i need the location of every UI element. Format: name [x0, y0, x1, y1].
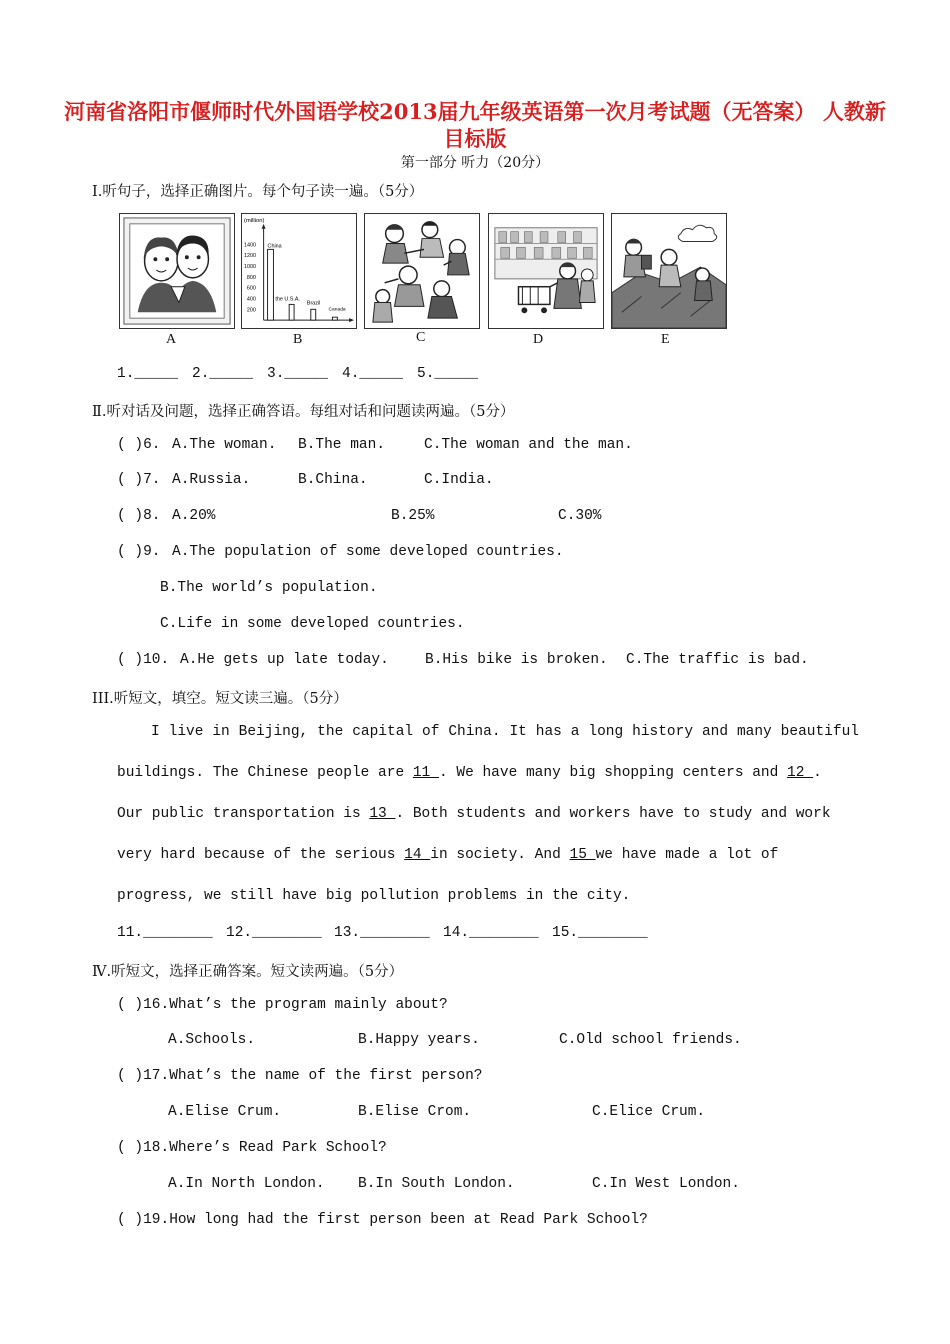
chart-tick-200: 200: [246, 307, 256, 314]
picture-e-label: E: [661, 332, 670, 347]
section1-heading: Ⅰ.听句子，选择正确图片。每个句子读一遍。（5分）: [92, 184, 424, 200]
question-8-number: ( )8.: [117, 508, 161, 524]
question-7-number: ( )7.: [117, 472, 161, 488]
chart-bar-canada: [332, 317, 337, 320]
chart-tick-600: 600: [246, 285, 256, 292]
question-17-option-a: A.Elise Crum.: [168, 1104, 282, 1120]
passage-line-4: [117, 847, 778, 863]
section4-heading: Ⅳ.听短文，选择正确答案。短文读两遍。（5分）: [92, 964, 404, 980]
answer-blank-5: 5._____: [417, 366, 478, 382]
picture-d: [488, 213, 604, 329]
supermarket-shopping-cartoon-icon: [489, 214, 603, 328]
chart-label-china: China: [267, 243, 282, 250]
question-18: [117, 1140, 387, 1156]
question-9-option-b: B.The world’s population.: [160, 580, 378, 596]
question-18-option-c: C.In West London.: [592, 1176, 740, 1192]
question-19: [117, 1212, 648, 1228]
passage-text: . Both students and workers have to study and work: [395, 806, 831, 822]
passage-line-2: [117, 765, 822, 781]
question-text: What’s the program mainly about?: [169, 997, 448, 1013]
answer-blank-13: 13.________: [334, 925, 430, 941]
question-text: What’s the name of the first person?: [169, 1068, 483, 1084]
question-16-option-c: C.Old school friends.: [559, 1032, 742, 1048]
question-text: Where’s Read Park School?: [169, 1140, 387, 1156]
chart-label-brazil: Brazil: [306, 300, 321, 307]
couple-cartoon-icon: [120, 214, 234, 328]
question-17-option-c: C.Elice Crum.: [592, 1104, 706, 1120]
chart-tick-1200: 1200: [243, 253, 256, 260]
chart-bar-brazil: [311, 309, 316, 320]
answer-blank-4: 4._____: [342, 366, 403, 382]
chart-label-usa: the U.S.A.: [275, 296, 300, 303]
question-10-option-b: B.His bike is broken.: [425, 652, 608, 668]
passage-line-3: [117, 806, 831, 822]
passage-line-1: [117, 724, 859, 740]
section2-heading: Ⅱ.听对话及问题，选择正确答语。每组对话和问题读两遍。（5分）: [92, 404, 515, 420]
chart-label-canada: Canada: [328, 307, 346, 313]
question-9-number: ( )9.: [117, 544, 161, 560]
picture-a: [119, 213, 235, 329]
question-number: ( )17.: [117, 1068, 170, 1084]
question-6-option-c: C.The woman and the man.: [424, 437, 633, 453]
picture-c-label: C: [416, 330, 426, 345]
question-6-option-b: B.The man.: [298, 437, 386, 453]
blank-11: 11: [412, 765, 439, 781]
picture-b-label: B: [293, 332, 303, 347]
picture-e: [611, 213, 727, 329]
chart-unit-label: (million): [243, 217, 265, 224]
question-number: ( )19.: [117, 1212, 170, 1228]
passage-text: in society. And: [430, 847, 570, 863]
question-text: How long had the first person been at Read Park School?: [169, 1212, 648, 1228]
answer-blank-3: 3._____: [267, 366, 328, 382]
answer-blank-15: 15.________: [552, 925, 648, 941]
passage-text: .: [813, 765, 822, 781]
answer-blank-14: 14.________: [443, 925, 539, 941]
page-title: 河南省洛阳市偃师时代外国语学校2013届九年级英语第一次月考试题（无答案） 人教新目标版: [64, 99, 886, 151]
question-6-number: ( )6.: [117, 437, 161, 453]
picture-c: [364, 213, 480, 329]
chart-tick-400: 400: [246, 296, 256, 303]
passage-line-5: [117, 888, 630, 904]
chart-tick-1000: 1000: [243, 264, 256, 271]
question-7-option-c: C.India.: [424, 472, 494, 488]
passage-text: buildings. The Chinese people are: [117, 765, 413, 781]
passage-text: I live in Beijing, the capital of China. It has a long history and many beautiful: [151, 724, 859, 740]
passage-text: . We have many big shopping centers and: [438, 765, 788, 781]
question-7-option-b: B.China.: [298, 472, 368, 488]
question-9-option-c: C.Life in some developed countries.: [160, 616, 465, 632]
chart-bar-china: [268, 249, 274, 320]
question-number: ( )16.: [117, 997, 170, 1013]
question-number: ( )18.: [117, 1140, 170, 1156]
answer-blank-1: 1._____: [117, 366, 178, 382]
answer-blank-2: 2._____: [192, 366, 253, 382]
children-playing-cartoon-icon: [365, 214, 479, 328]
question-10-number: ( )10.: [117, 652, 170, 668]
question-6-option-a: A.The woman.: [172, 437, 277, 453]
passage-text: progress, we still have big pollution problems in the city.: [117, 888, 631, 904]
answer-blank-11: 11.________: [117, 925, 213, 941]
question-8-option-c: C.30%: [558, 508, 602, 524]
section3-heading: III.听短文，填空。短文读三遍。（5分）: [92, 691, 348, 707]
question-18-option-a: A.In North London.: [168, 1176, 325, 1192]
question-7-option-a: A.Russia.: [172, 472, 251, 488]
passage-text: very hard because of the serious: [117, 847, 405, 863]
question-16-option-a: A.Schools.: [168, 1032, 256, 1048]
question-18-option-b: B.In South London.: [358, 1176, 515, 1192]
blank-13: 13: [369, 806, 396, 822]
blank-12: 12: [787, 765, 814, 781]
passage-text: Our public transportation is: [117, 806, 370, 822]
question-9-option-a: A.The population of some developed countries.: [172, 544, 564, 560]
question-10-option-a: A.He gets up late today.: [180, 652, 389, 668]
blank-15: 15: [569, 847, 596, 863]
chart-bar-usa: [289, 304, 294, 320]
question-16: [117, 997, 448, 1013]
population-bar-chart-icon: [242, 214, 356, 328]
part-heading: 第一部分 听力（20分）: [400, 155, 550, 171]
picture-d-label: D: [533, 332, 544, 347]
picture-b: [241, 213, 357, 329]
blank-14: 14: [404, 847, 431, 863]
question-8-option-a: A.20%: [172, 508, 216, 524]
question-16-option-b: B.Happy years.: [358, 1032, 480, 1048]
chart-tick-800: 800: [246, 274, 256, 281]
mountain-climbing-cartoon-icon: [612, 214, 726, 328]
answer-blank-12: 12.________: [226, 925, 322, 941]
question-17-option-b: B.Elise Crom.: [358, 1104, 472, 1120]
picture-a-label: A: [166, 332, 177, 347]
question-8-option-b: B.25%: [391, 508, 435, 524]
question-10-option-c: C.The traffic is bad.: [626, 652, 809, 668]
question-17: [117, 1068, 482, 1084]
chart-tick-1400: 1400: [243, 242, 256, 249]
passage-text: we have made a lot of: [595, 847, 779, 863]
